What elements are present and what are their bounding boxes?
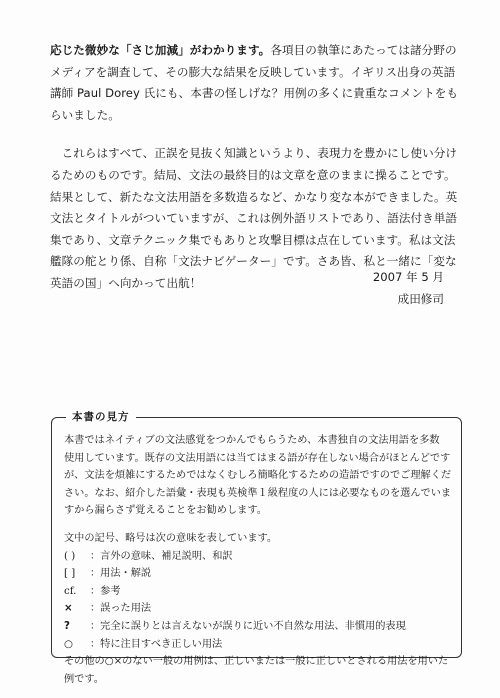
legend-desc: ：参考 (90, 585, 121, 597)
how-to-use-box (51, 411, 462, 685)
how-to-use-body (64, 432, 452, 688)
cross-icon: × (64, 603, 73, 615)
preface-paragraph-1 (50, 40, 460, 126)
preface-line: 英語の国」へ向かって出航！ (50, 275, 202, 290)
preface-line: 集であり、文章テクニック集でもありと攻撃目標は点在しています。私は文法 (50, 232, 456, 247)
signature-date: 2007 年 5 月 (372, 270, 444, 284)
guide-intro-line: すから漏らさず覚えることをお勧めします。 (64, 505, 267, 517)
legend-item (64, 565, 452, 583)
guide-intro-line: が、文法を煩雑にするためではなくむしろ簡略化するための造語ですのでご理解くだ (64, 470, 452, 482)
signature-block (373, 267, 444, 310)
legend-item (64, 600, 452, 618)
legend-list (64, 548, 452, 654)
preface-line: 文法とタイトルがついていますが、これは例外語リストであり、語法付き単語 (50, 211, 458, 226)
legend-item (64, 636, 452, 654)
legend-desc: ：誤った用法 (90, 603, 152, 615)
legend-desc: ：完全に誤りとは言えないが誤りに近い不自然な用法、非慣用的表現 (90, 620, 406, 632)
guide-intro-line: 使用しています。既存の文法用語には当てはまる語が存在しない場合がほとんどです (64, 452, 451, 464)
legend-desc: ：用法・解説 (90, 568, 152, 580)
preface-line-rest: 各項目の執筆にあたっては諸分野の (270, 43, 457, 57)
legend-desc: ：言外の意味、補足説明、和訳 (90, 550, 233, 562)
legend-item (64, 618, 452, 636)
preface-line: メディアを調査して、その膨大な結果を反映しています。イギリス出身の英語 (50, 64, 456, 79)
preface-line: 艦隊の舵とり係、自称「文法ナビゲーター」です。さあ皆、私と一緒に「変な (50, 254, 457, 269)
guide-closing-line: その他の○×のない一般の用例は、正しいまたは一般に正しいとされる用法を用いた (64, 656, 449, 668)
guide-intro-line: さい。なお、紹介した語彙・表現も英検準１級程度の人には必要なものを選んでいま (64, 487, 452, 499)
question-mark-icon: ? (64, 620, 70, 632)
preface-bold-phrase: 応じた微妙な「さじ加減」がわかります。 (50, 43, 271, 57)
preface-line: 結果として、新たな文法用語を多数造るなど、かなり変な本ができました。英 (50, 189, 458, 204)
parentheses-symbol: ( ) (64, 550, 76, 562)
legend-intro: 文中の記号、略号は次の意味を表しています。 (64, 532, 278, 544)
guide-intro-line: 本書ではネイティブの文法感覚をつかんでもらうため、本書独自の文法用語を多数 (64, 435, 440, 446)
legend-desc: ：特に注目すべき正しい用法 (90, 638, 223, 650)
signature-author: 成田修司 (397, 291, 444, 306)
brackets-symbol: [ ] (64, 568, 76, 580)
preface-line: るためのものです。結局、文法の最終目的は文章を意のままに操ることです。 (50, 167, 456, 182)
circle-icon: ○ (64, 638, 73, 650)
preface-line: 講師 Paul Dorey 氏にも、本書の怪しげな？用例の多くに貴重なコメントをも (50, 86, 458, 101)
preface-line: これらはすべて、正誤を見抜く知識というより、表現力を豊かにし使い分け (61, 146, 458, 161)
legend-item (64, 548, 452, 566)
cf-symbol: cf. (64, 585, 77, 597)
preface-text (50, 40, 460, 295)
guide-closing-line: 例です。 (64, 673, 104, 685)
preface-line: らいました。 (50, 107, 120, 122)
legend-item (64, 583, 452, 601)
preface-line (50, 40, 460, 62)
how-to-use-title: 本書の見方 (66, 409, 136, 425)
